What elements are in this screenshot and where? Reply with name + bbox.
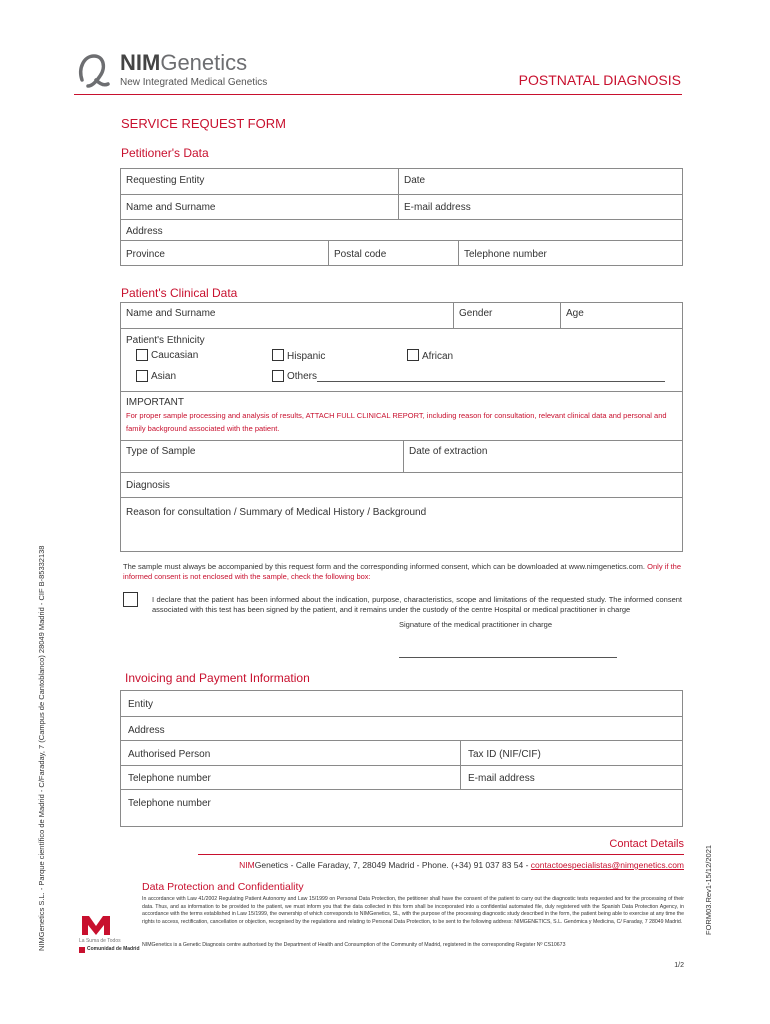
contact-line — [239, 860, 684, 870]
signature-label: Signature of the medical practitioner in charge — [399, 620, 553, 629]
age-field[interactable]: Age — [566, 308, 584, 319]
data-protection-text: In accordance with Law 41/2002 Regulating Patient Autonomy and Law 15/1999 on Personal Data Protection, the petitioner shall have the consent of the patient to carry out the diagnostic tests requested and for the processing of their data. Thus, and as information to be provided to the patient, we must inform you that the data collected in this form shall be incorporated into a confidential automated file, duly registered with the Spanish Data Protection Agency, in accordance with the terms established in Law 15/1999, the ownership of which corresponds to NIMGenetics, SL, with the purpose of the processing diagnostic study described in the form, the patient being able to exercise at any time the rights to access, rectification, cancellation or objection, recognised by the regulations and relating to Personal Data Protection, to be sent to the following address: NIMGENETICS, S.L. Genómica y Medicina, C/ Faraday, 7 28049 Madrid. — [142, 896, 684, 925]
diagnosis-field[interactable]: Diagnosis — [126, 480, 170, 491]
reason-field[interactable]: Reason for consultation / Summary of Medical History / Background — [126, 507, 427, 518]
brand-logo — [74, 50, 294, 92]
others-text-line[interactable] — [317, 381, 665, 382]
african-label: African — [422, 351, 454, 362]
ethnicity-label: Patient's Ethnicity — [126, 335, 205, 346]
page-number: 1/2 — [674, 962, 684, 969]
website-link[interactable]: www.nimgenetics.com. — [568, 562, 646, 571]
postal-code-field[interactable]: Postal code — [334, 249, 387, 260]
tax-id-field[interactable]: Tax ID (NIF/CIF) — [468, 749, 541, 760]
asian-checkbox[interactable] — [136, 370, 148, 382]
others-label: Others — [287, 371, 318, 382]
authorised-person-field[interactable]: Authorised Person — [128, 749, 211, 760]
others-checkbox[interactable] — [272, 370, 284, 382]
ribbon-logo-icon — [74, 50, 116, 90]
clinical-section-title: Patient's Clinical Data — [121, 286, 238, 300]
form-revision: FORM03.Rev1-15/12/2021 — [704, 844, 713, 935]
caucasian-checkbox[interactable] — [136, 349, 148, 361]
caucasian-label: Caucasian — [151, 350, 199, 361]
invoicing-address-field[interactable]: Address — [128, 725, 165, 736]
header-rule — [74, 94, 682, 95]
madrid-m-icon — [81, 914, 111, 936]
side-company-info: NIMGenetics S.L. - Parque científico de Madrid - C/Faraday, 7 (Campus de Cantoblanco) 28049 Madrid - CIF B-85332138 — [37, 545, 46, 951]
contact-brand: NIM — [239, 860, 255, 870]
petitioner-email-field[interactable]: E-mail address — [404, 202, 471, 213]
consent-declaration: I declare that the patient has been informed about the indication, purpose, characteristics, scope and limitations of the requested study. The informed consent associated with this test has been signed by the patient, and it remains under the custody of the centre Hospital or medical practitioner in charge — [152, 595, 682, 614]
signature-line[interactable] — [399, 657, 617, 658]
consent-note-line1: The sample must always be accompanied by this request form and the corresponding informed consent, which can be downloaded at — [123, 562, 567, 571]
important-note: For proper sample processing and analysis of results, ATTACH FULL CLINICAL REPORT, including reason for consultation, relevant clinical data and personal and family background associated with the patient. — [126, 411, 667, 433]
requesting-entity-field[interactable]: Requesting Entity — [126, 175, 205, 186]
authorisation-note: NIMGenetics is a Genetic Diagnosis centre authorised by the Department of Health and Consumption of the Community of Madrid, registered in the corresponding Register Nº CS10673 — [142, 942, 566, 948]
comunidad-madrid-logo — [77, 914, 140, 958]
date-of-extraction-field[interactable]: Date of extraction — [409, 446, 488, 457]
date-field[interactable]: Date — [404, 175, 426, 186]
consent-note-instruction: Only if the informed consent is not enclosed with the sample, check the following box: — [123, 562, 682, 581]
consent-checkbox[interactable] — [123, 592, 138, 607]
invoicing-email-field[interactable]: E-mail address — [468, 773, 535, 784]
petitioner-name-field[interactable]: Name and Surname — [126, 202, 216, 213]
gender-field[interactable]: Gender — [459, 308, 493, 319]
petitioner-address-field[interactable]: Address — [126, 226, 163, 237]
hispanic-label: Hispanic — [287, 351, 326, 362]
contact-title: Contact Details — [609, 838, 684, 850]
invoicing-telephone2-field[interactable]: Telephone number — [128, 798, 211, 809]
asian-label: Asian — [151, 371, 177, 382]
consent-note — [123, 562, 681, 582]
brand-name-bold: NIM — [120, 50, 161, 75]
type-of-sample-field[interactable]: Type of Sample — [126, 446, 196, 457]
contact-address: Genetics - Calle Faraday, 7, 28049 Madrid - Phone. (+34) 91 037 83 54 - — [254, 860, 529, 870]
important-label: IMPORTANT — [126, 397, 184, 408]
data-protection-title: Data Protection and Confidentiality — [142, 881, 304, 893]
petitioner-section-title: Petitioner's Data — [121, 146, 209, 160]
invoicing-section-title: Invoicing and Payment Information — [125, 671, 310, 685]
hispanic-checkbox[interactable] — [272, 349, 284, 361]
petitioner-telephone-field[interactable]: Telephone number — [464, 249, 547, 260]
form-title: SERVICE REQUEST FORM — [121, 116, 286, 131]
brand-tagline: New Integrated Medical Genetics — [120, 77, 268, 88]
madrid-logo-tagline: La Suma de Todos — [79, 938, 121, 944]
patient-name-field[interactable]: Name and Surname — [126, 308, 216, 319]
african-checkbox[interactable] — [407, 349, 419, 361]
contact-email-link[interactable]: contactoespecialistas@nimgenetics.com — [530, 860, 684, 870]
contact-rule — [198, 854, 684, 855]
madrid-logo-name: Comunidad de Madrid — [87, 946, 140, 952]
invoicing-telephone-field[interactable]: Telephone number — [128, 773, 211, 784]
brand-name-light: Genetics — [160, 50, 248, 75]
province-field[interactable]: Province — [126, 249, 165, 260]
document-type: POSTNATAL DIAGNOSIS — [518, 72, 681, 88]
entity-field[interactable]: Entity — [128, 699, 154, 710]
